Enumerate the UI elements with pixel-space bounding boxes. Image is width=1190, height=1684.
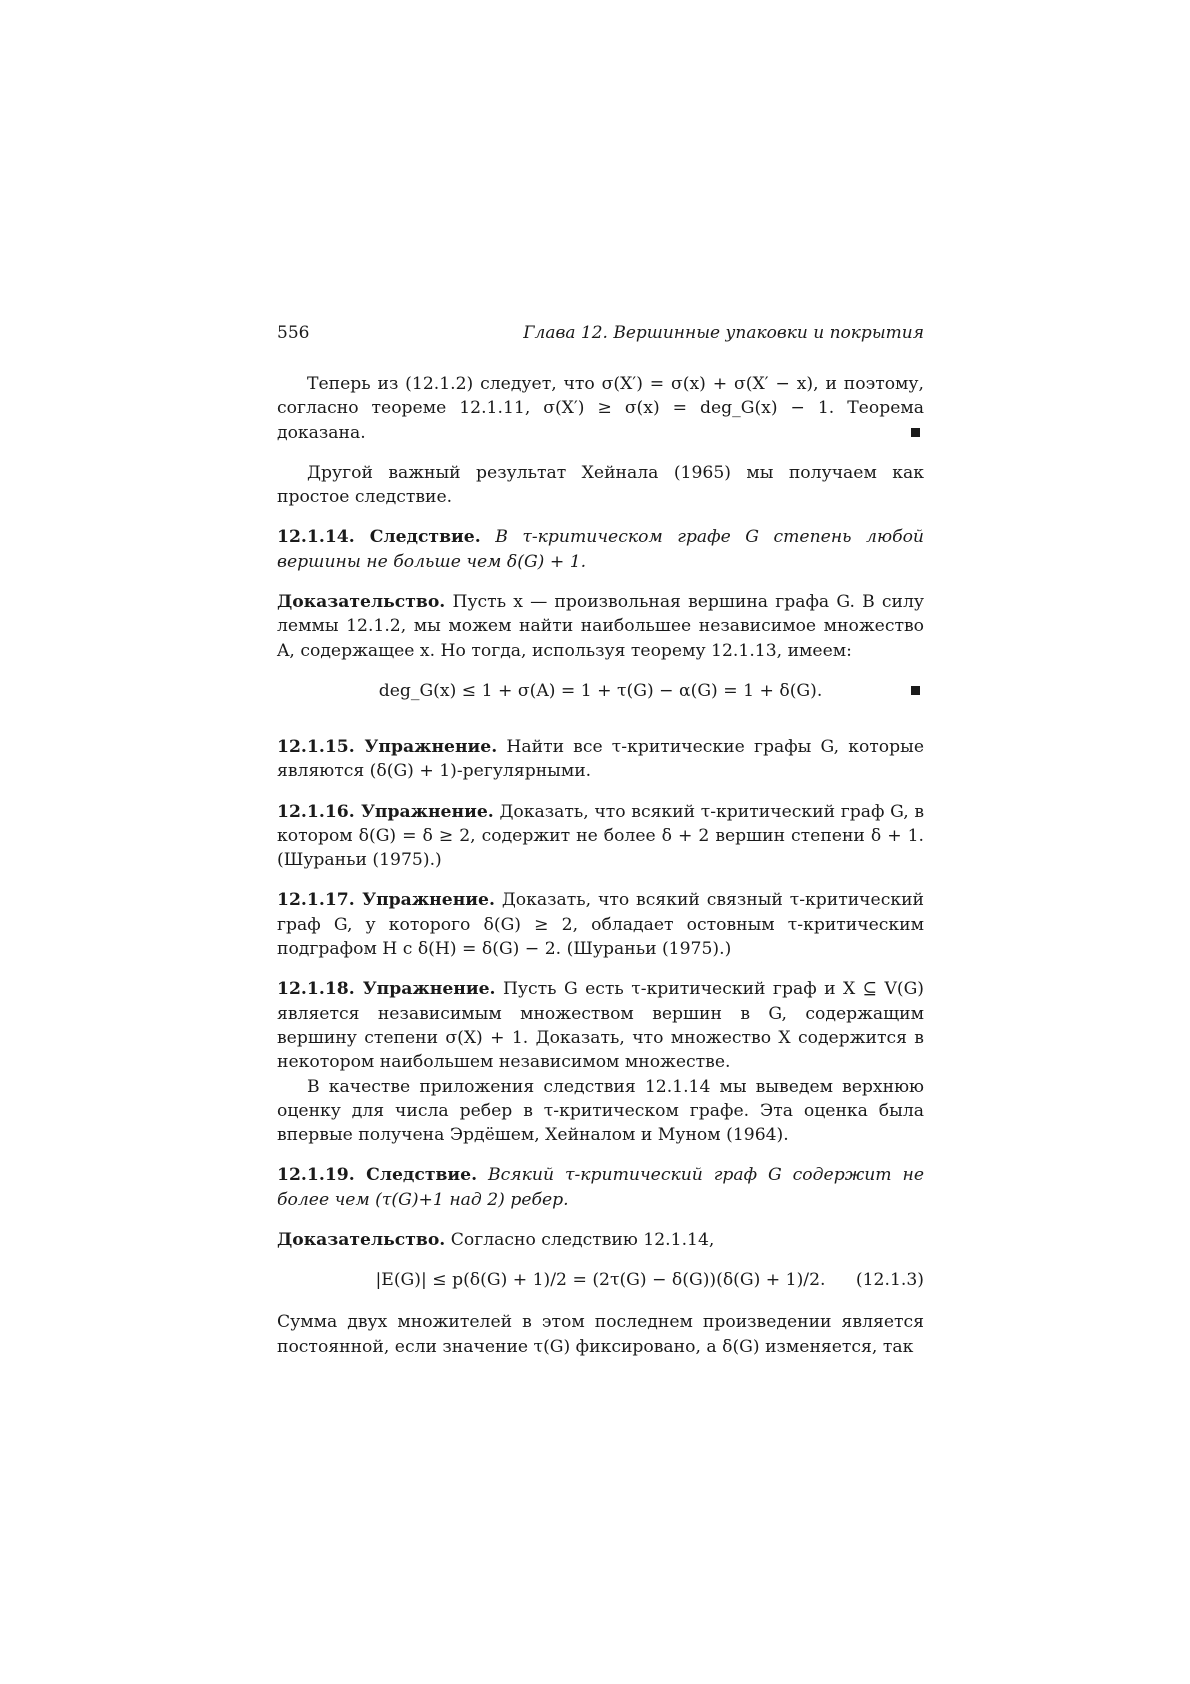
proof-label: Доказательство.: [277, 1230, 446, 1251]
qed-square-icon: [911, 686, 920, 695]
page-number: 556: [277, 323, 310, 343]
proof-1: [277, 590, 924, 663]
running-head: Глава 12. Вершинные упаковки и покрытия: [523, 323, 924, 343]
exercise-12-1-15: [277, 735, 924, 784]
exercise-text: Доказать, что всякий τ-критический граф G, в котором δ(G) = δ ≥ 2, содержит не более δ + 2 вершин степени δ + 1. (Шураньи (1975).): [277, 801, 925, 871]
paragraph-intro: Другой важный результат Хейнала (1965) мы получаем как простое следствие.: [277, 462, 924, 508]
exercise-label: 12.1.18. Упражнение.: [277, 979, 496, 1000]
corollary-statement: Всякий τ-критический граф G содержит не более чем (τ(G)+1 над 2) ребер.: [277, 1165, 925, 1210]
formula-deg: deg_G(x) ≤ 1 + σ(A) = 1 + τ(G) − α(G) = 1 + δ(G).: [277, 679, 924, 705]
exercise-label: 12.1.16. Упражнение.: [277, 801, 494, 822]
exercise-label: 12.1.15. Упражнение.: [277, 736, 498, 757]
proof-label: Доказательство.: [277, 592, 446, 613]
equation-number: (12.1.3): [855, 1270, 924, 1291]
corollary-label: 12.1.14. Следствие.: [277, 527, 481, 548]
corollary-label: 12.1.19. Следствие.: [277, 1165, 478, 1186]
exercise-text: Пусть G есть τ-критический граф и X ⊆ V(G) является независимым множеством вершин в G, содержащим вершину степени σ(X) + 1. Доказать, что множество X содержится в некотором наибольшем независимом множестве.: [277, 979, 925, 1073]
exercise-12-1-16: [277, 800, 924, 873]
corollary-12-1-14: [277, 525, 924, 574]
exercise-12-1-17: [277, 888, 924, 961]
proof-text: Согласно следствию 12.1.14,: [450, 1230, 715, 1251]
proof-text: Пусть x — произвольная вершина графа G. В силу леммы 12.1.2, мы можем найти наибольшее независимое множество A, содержащее x. Но тогда, используя теорему 12.1.13, имеем:: [277, 592, 924, 661]
qed-square-icon: [911, 428, 920, 437]
formula-edges: |E(G)| ≤ p(δ(G) + 1)/2 = (2τ(G) − δ(G))(δ(G) + 1)/2. (12.1.3): [277, 1268, 924, 1294]
exercise-text: Найти все τ-критические графы G, которые являются (δ(G) + 1)-регулярными.: [277, 736, 925, 782]
paragraph-application: В качестве приложения следствия 12.1.14 мы выведем верхнюю оценку для числа ребер в τ-критическом графе. Эта оценка была впервые получена Эрдёшем, Хейналом и Муном (1964).: [277, 1076, 924, 1146]
page-body: [277, 372, 924, 1359]
exercise-label: 12.1.17. Упражнение.: [277, 890, 495, 911]
proof-2: [277, 1228, 924, 1252]
corollary-12-1-19: [277, 1163, 924, 1212]
page-header: [277, 323, 924, 349]
exercise-text: Доказать, что всякий связный τ-критический граф G, у которого δ(G) ≥ 2, обладает остовным τ-критическим подграфом H с δ(H) = δ(G) − 2. (Шураньи (1975).): [277, 890, 925, 960]
paragraph-theorem-end: Теперь из (12.1.2) следует, что σ(X′) = σ(x) + σ(X′ − x), и поэтому, согласно теореме 12.1.11, σ(X′) ≥ σ(x) = deg_G(x) − 1. Теорема доказана.: [277, 374, 924, 443]
paragraph-sum: Сумма двух множителей в этом последнем произведении является постоянной, если значение τ(G) фиксировано, а δ(G) изменяется, так: [277, 1312, 924, 1357]
corollary-statement: В τ-критическом графе G степень любой вершины не больше чем δ(G) + 1.: [277, 527, 924, 572]
exercise-12-1-18: [277, 977, 924, 1074]
